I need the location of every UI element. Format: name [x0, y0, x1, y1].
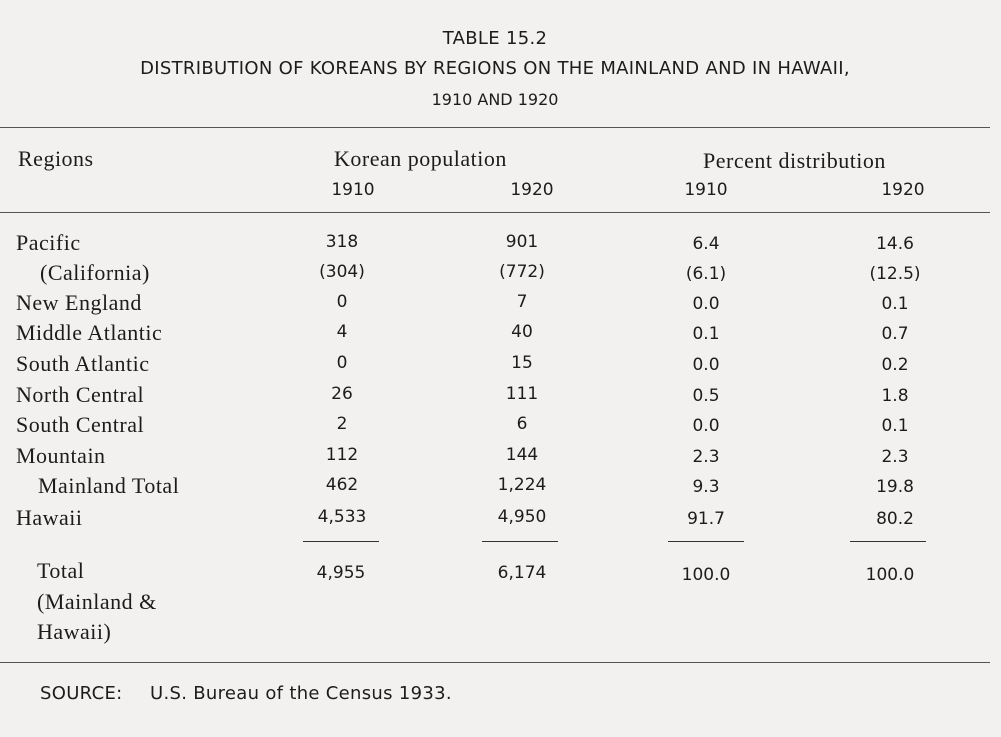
cell-pct1910: 0.0	[692, 416, 720, 436]
region-label: (California)	[40, 260, 150, 285]
total-pct-1920: 100.0	[865, 565, 915, 585]
cell-pop1920: 6	[516, 414, 528, 434]
header-regions: Regions	[18, 146, 94, 171]
cell-pct1920: (12.5)	[869, 264, 921, 284]
cell-pct1920: 19.8	[876, 477, 914, 497]
cell-pop1910: 462	[325, 475, 359, 495]
header-pop-1910: 1910	[331, 180, 375, 200]
region-label: New England	[16, 290, 142, 315]
cell-pct1920: 0.7	[881, 324, 909, 344]
cell-pop1920: 40	[511, 322, 533, 342]
region-label: Middle Atlantic	[16, 320, 163, 345]
cell-pop1910: 0	[336, 353, 348, 373]
total-pct-1910: 100.0	[681, 565, 731, 585]
sum-rule	[303, 541, 379, 542]
cell-pop1910: 318	[325, 232, 359, 252]
cell-pct1910: 0.1	[692, 324, 720, 344]
header-korean-population: Korean population	[334, 146, 507, 171]
cell-pct1920: 0.1	[881, 416, 909, 436]
header-percent-distribution: Percent distribution	[703, 148, 886, 173]
cell-pct1920: 2.3	[881, 447, 909, 467]
sum-rule	[482, 541, 558, 542]
cell-pop1910: 112	[325, 445, 359, 465]
cell-pct1910: 2.3	[692, 447, 720, 467]
cell-pop1920: 7	[516, 292, 528, 312]
cell-pop1920: (772)	[499, 262, 545, 282]
cell-pct1910: 0.0	[692, 294, 720, 314]
cell-pop1910: 0	[336, 292, 348, 312]
total-label-line1: Total	[37, 558, 85, 583]
region-label: Pacific	[16, 230, 81, 255]
cell-pop1910: 2	[336, 414, 348, 434]
header-pct-1920: 1920	[881, 180, 925, 200]
region-label: North Central	[16, 382, 145, 407]
header-rule	[0, 212, 990, 213]
cell-pct1910: (6.1)	[685, 264, 727, 284]
cell-pct1910: 0.0	[692, 355, 720, 375]
header-pct-1910: 1910	[684, 180, 728, 200]
region-label: Hawaii	[16, 505, 83, 530]
cell-pop1910: 4,533	[317, 507, 367, 527]
cell-pop1910: 26	[331, 384, 353, 404]
table-label: TABLE 15.2	[442, 28, 548, 49]
total-label-line3: Hawaii)	[37, 619, 112, 644]
cell-pop1920: 901	[505, 232, 539, 252]
table-title: DISTRIBUTION OF KOREANS BY REGIONS ON THE MAINLAND AND IN HAWAII,	[140, 58, 850, 79]
cell-pct1910: 91.7	[687, 509, 725, 529]
cell-pct1910: 6.4	[692, 234, 720, 254]
cell-pop1920: 1,224	[497, 475, 547, 495]
cell-pop1910: (304)	[319, 262, 365, 282]
cell-pct1920: 80.2	[876, 509, 914, 529]
bottom-rule	[0, 662, 990, 663]
cell-pop1920: 111	[505, 384, 539, 404]
top-rule	[0, 127, 990, 128]
cell-pop1920: 144	[505, 445, 539, 465]
sum-rule	[668, 541, 744, 542]
total-pop-1910: 4,955	[316, 563, 366, 583]
region-label: Mountain	[16, 443, 106, 468]
total-pop-1920: 6,174	[497, 563, 547, 583]
table-subtitle: 1910 AND 1920	[431, 90, 559, 109]
cell-pct1920: 0.2	[881, 355, 909, 375]
header-pop-1920: 1920	[510, 180, 554, 200]
cell-pop1910: 4	[336, 322, 348, 342]
cell-pct1920: 1.8	[881, 386, 909, 406]
sum-rule	[850, 541, 926, 542]
cell-pct1920: 0.1	[881, 294, 909, 314]
cell-pct1910: 0.5	[692, 386, 720, 406]
cell-pct1910: 9.3	[692, 477, 720, 497]
cell-pct1920: 14.6	[876, 234, 914, 254]
region-label: South Atlantic	[16, 351, 150, 376]
source-text: U.S. Bureau of the Census 1933.	[150, 683, 452, 704]
cell-pop1920: 4,950	[497, 507, 547, 527]
total-label-line2: (Mainland &	[37, 589, 157, 614]
region-label: Mainland Total	[38, 473, 180, 498]
region-label: South Central	[16, 412, 145, 437]
source-label: SOURCE:	[40, 683, 123, 704]
cell-pop1920: 15	[511, 353, 533, 373]
